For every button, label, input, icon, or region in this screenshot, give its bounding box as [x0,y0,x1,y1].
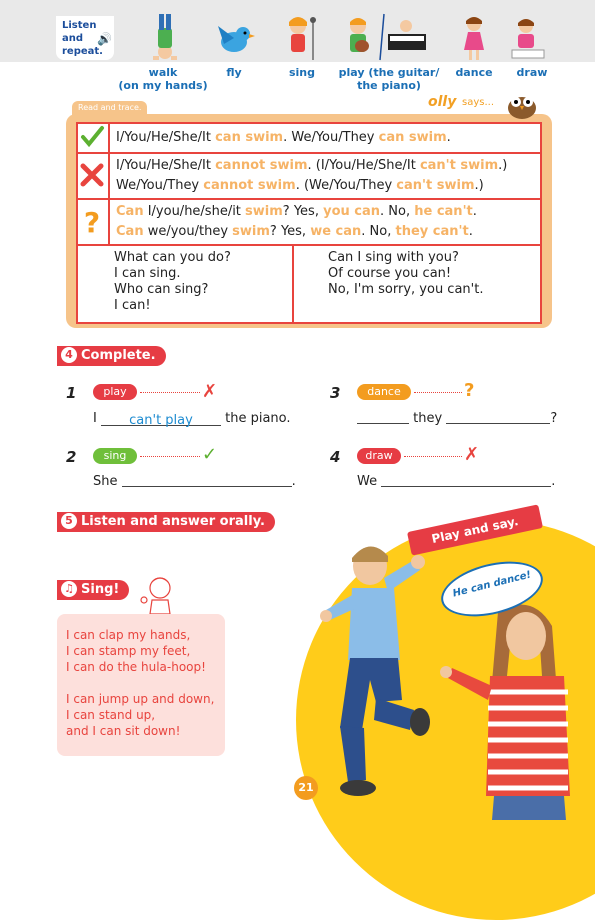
olly-logo: olly [428,94,457,110]
verb-label-play: play (the guitar/ the piano) [338,66,440,92]
exercise-4-title: Complete. [81,348,156,363]
verb-label-walk: walk (on my hands) [118,66,208,92]
svg-text:?: ? [83,206,101,239]
item-2-blank[interactable] [122,474,292,487]
negative-sentence-2: We/You/They cannot swim. (We/You/They can't swim.) [116,178,484,193]
item-1-verb-pill: play [93,384,137,400]
item-4-verb-pill: draw [357,448,401,464]
item-4-sentence: We . [357,474,556,489]
listen-line-3: repeat. [62,46,103,57]
cross-icon [78,154,106,196]
song-line-2: I can stamp my feet, [66,644,191,658]
walking-on-hands-child-icon [143,12,187,62]
dialogue-left: What can you do? I can sing. Who can sing? I can! [114,250,231,313]
speech-bubble-text: He can dance! [451,569,533,600]
read-trace-label: Read and trace. [72,101,147,115]
item-1-number: 1 [66,384,77,402]
tick-cell [78,124,110,152]
item-4-blank[interactable] [381,474,551,487]
item-2-tick-icon: ✓ [202,444,218,465]
question-icon [78,200,106,242]
exercise-4-number: 4 [61,347,77,363]
item-1-dots [140,392,200,393]
grammar-row-positive [78,124,540,154]
grammar-table [76,122,542,324]
item-2-sentence: She . [93,474,296,489]
positive-sentence: I/You/He/She/It can swim. We/You/They can swim. [116,130,451,145]
exercise-5-number: 5 [61,513,77,529]
item-1-cross-icon: ✗ [202,381,218,402]
item-2-number: 2 [66,448,77,466]
guitar-piano-icon [344,12,428,62]
song-line-3: I can do the hula-hoop! [66,660,206,674]
dialogue-right: Can I sing with you? Of course you can! No, I'm sorry, you can't. [328,250,484,297]
item-2-verb-pill: sing [93,448,137,464]
song-line-1: I can clap my hands, [66,628,191,642]
item-3-dots [414,392,462,393]
grammar-row-negative [78,154,540,200]
verb-label-sing: sing [288,66,316,79]
pointing-girl-photo [440,596,580,820]
item-2-dots [140,456,200,457]
item-1-sentence: I can't play the piano. [93,411,291,428]
item-3-sentence: they ? [357,411,557,426]
question-sentence-1: Can I/you/he/she/it swim? Yes, you can. No, he can't. [116,204,477,219]
owl-icon [498,88,546,120]
exercise-5-heading [57,512,275,532]
verb-label-dance: dance [455,66,493,79]
item-3-verb-pill: dance [357,384,411,400]
singing-child-icon [134,574,184,614]
drawing-girl-icon [508,12,548,62]
olly-says-label: says... [462,97,495,108]
negative-sentence-1: I/You/He/She/It cannot swim. (I/You/He/She/It can't swim.) [116,158,508,173]
page-number: 21 [294,776,318,800]
item-4-number: 4 [330,448,341,466]
verb-label-fly: fly [226,66,242,79]
question-sentence-2: Can we/you/they swim? Yes, we can. No, they can't. [116,224,473,239]
item-3-question-icon: ? [464,380,475,401]
dancing-boy-photo [318,530,438,810]
sing-title: Sing! [81,582,120,597]
dialogue-divider [292,246,294,324]
item-4-dots [404,456,462,457]
item-3-blank-1[interactable] [357,411,409,424]
verb-label-draw: draw [516,66,548,79]
cross-cell [78,154,110,198]
question-cell [78,200,110,244]
song-line-6: I can stand up, [66,708,156,722]
tick-icon [78,124,106,150]
bird-icon [210,12,256,62]
singing-girl-icon [282,12,322,62]
listen-line-1: Listen [62,20,97,31]
listen-line-2: and [62,33,84,44]
music-note-icon: ♫ [61,581,77,597]
item-1-blank[interactable]: can't play [101,413,221,426]
item-3-number: 3 [330,384,341,402]
dancing-girl-icon [458,12,490,62]
speaker-icon[interactable]: 🔊 [97,32,112,46]
song-line-7: and I can sit down! [66,724,181,738]
exercise-4-heading [57,346,166,366]
item-3-blank-2[interactable] [446,411,550,424]
play-and-say-banner: Play and say. [407,504,543,555]
item-4-cross-icon: ✗ [464,444,480,465]
exercise-5-title: Listen and answer orally. [81,514,265,529]
grammar-row-question [78,200,540,246]
song-line-5: I can jump up and down, [66,692,215,706]
sing-heading [57,580,129,600]
